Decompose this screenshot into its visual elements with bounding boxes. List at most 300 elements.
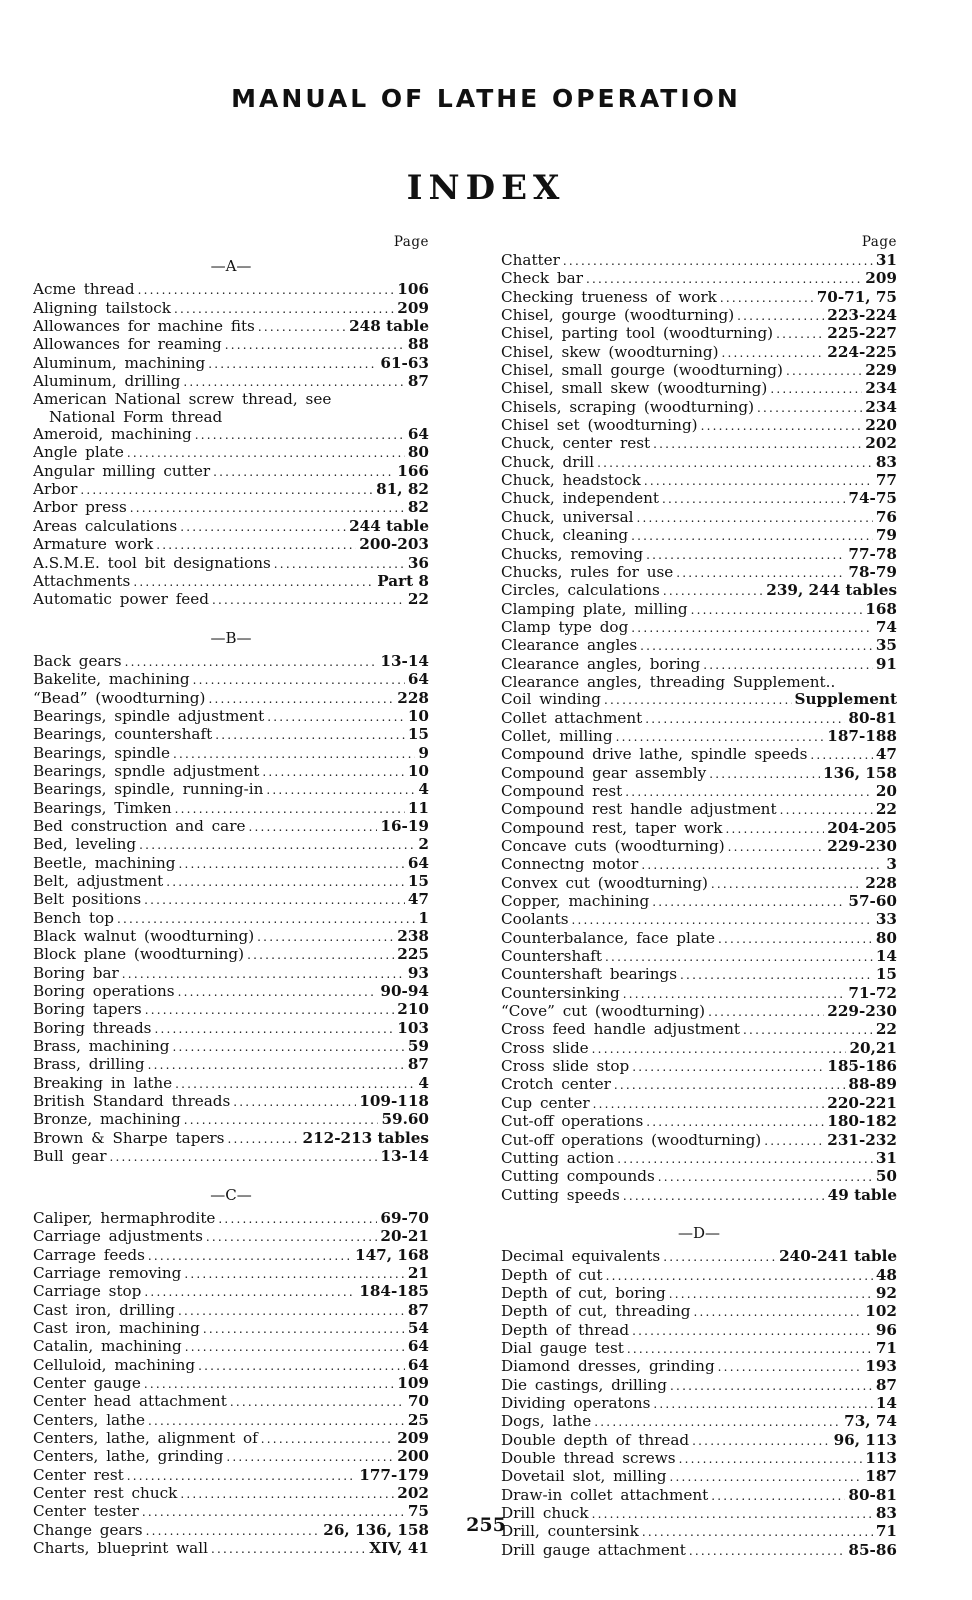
entry-term: Aligning tailstock (33, 299, 171, 317)
entry-term: Dogs, lathe (501, 1413, 592, 1431)
dot-leader (172, 1039, 404, 1056)
entry-term: Copper, machining (501, 893, 650, 911)
entry-term: Coil winding (501, 691, 602, 709)
entry-term: Connectng motor (501, 856, 639, 874)
index-entry (33, 836, 429, 854)
dot-leader (669, 1286, 873, 1303)
index-entry (33, 653, 429, 671)
index-entry (501, 564, 897, 582)
entry-page: 13-14 (380, 652, 429, 670)
index-entry (501, 1358, 897, 1376)
entry-term: Counterbalance, face plate (501, 929, 716, 947)
entry-term: Bed, leveling (33, 836, 137, 854)
entry-term: Concave cuts (woodturning) (501, 838, 725, 855)
index-entry (33, 573, 429, 591)
index-entry (33, 1338, 429, 1356)
index-entry (501, 619, 897, 637)
index-entry (33, 928, 429, 946)
entry-term: Depth of thread (501, 1321, 630, 1339)
dot-leader (133, 574, 374, 591)
index-entry (501, 527, 897, 545)
dot-leader (726, 821, 825, 838)
entry-term: Chuck, headstock (501, 472, 641, 490)
index-entry (501, 1076, 897, 1094)
index-entry (501, 765, 897, 783)
index-entry (33, 690, 429, 708)
entry-page: 64 (407, 1356, 429, 1374)
entry-term: Charts, blueprint wall (33, 1540, 208, 1558)
dot-leader (227, 1131, 299, 1148)
index-entry (501, 893, 897, 911)
dot-leader (226, 1449, 394, 1466)
dot-leader (175, 801, 405, 818)
index-entry (33, 555, 429, 573)
entry-term: Boring operations (33, 983, 175, 1001)
entry-term: Catalin, machining (33, 1338, 182, 1356)
index-entry (33, 1375, 429, 1393)
index-entry (33, 818, 429, 836)
section-letter-b: —B— (210, 628, 252, 647)
entry-term: Double thread screws (501, 1450, 676, 1467)
index-entry (501, 601, 897, 619)
index-entry (501, 289, 897, 307)
entry-term: Depth of cut (501, 1266, 603, 1284)
entry-term: Center rest (33, 1466, 124, 1484)
entry-page: 48 (875, 1266, 897, 1284)
entry-list-c-cont (501, 252, 897, 674)
entry-page: 223-224 (827, 307, 897, 325)
section-letter-c: —C— (210, 1185, 252, 1204)
dot-leader (709, 766, 820, 783)
dot-leader (184, 1112, 379, 1129)
dot-leader (776, 326, 824, 343)
index-entry (33, 873, 429, 891)
entry-term: Chuck, center rest (501, 435, 651, 453)
dot-leader (786, 363, 862, 380)
index-entry (33, 1075, 429, 1093)
index-entry (501, 820, 897, 838)
entry-page: 166 (397, 462, 429, 480)
entry-page: 9 (418, 744, 429, 762)
entry-term: Bed construction and care (33, 817, 246, 835)
index-entry (501, 637, 897, 655)
entry-term: Countersinking (501, 984, 620, 1002)
dot-leader (211, 1541, 366, 1558)
entry-term: Draw-in collet attachment (501, 1486, 709, 1504)
index-entry (501, 911, 897, 929)
entry-term: Boring threads (33, 1019, 152, 1037)
dot-leader (594, 1414, 841, 1431)
entry-page: 185-186 (827, 1058, 897, 1076)
entry-page: 240-241 table (779, 1248, 897, 1266)
entry-page: 184-185 (359, 1283, 429, 1301)
index-entry (501, 746, 897, 764)
index-entry (501, 966, 897, 984)
dot-leader (637, 510, 873, 527)
entry-term: Coolants (501, 911, 569, 929)
index-entry (33, 1302, 429, 1320)
entry-term: Chisel, skew (woodturning) (501, 343, 719, 361)
dot-leader (692, 1433, 830, 1450)
dot-leader (632, 1059, 824, 1076)
index-entry (501, 344, 897, 362)
index-entry (33, 281, 429, 299)
entry-page: 20 (875, 782, 897, 800)
entry-term: Bearings, spindle, running-in (33, 781, 264, 799)
index-entry (33, 499, 429, 517)
entry-page: 20,21 (849, 1039, 897, 1057)
entry-term: Center rest chuck (33, 1485, 178, 1502)
index-entry (501, 728, 897, 746)
entry-term: Depth of cut, boring (501, 1284, 666, 1302)
index-entry (33, 1393, 429, 1411)
entry-page: 70 (407, 1393, 429, 1411)
dot-leader (80, 482, 373, 499)
index-entry (33, 763, 429, 781)
entry-page: 22 (875, 1021, 897, 1039)
entry-term: Center gauge (33, 1374, 141, 1392)
entry-term: Collet, milling (501, 727, 613, 745)
entry-page: 2 (418, 836, 429, 854)
entry-term: Dividing operatons (501, 1394, 651, 1412)
dot-leader (679, 1451, 863, 1468)
index-entry (33, 426, 429, 444)
dot-leader (180, 1486, 394, 1503)
index-entry (501, 509, 897, 527)
dot-leader (616, 729, 825, 746)
dot-leader (662, 491, 845, 508)
entry-term: Compound drive lathe, spindle speeds (501, 746, 808, 764)
index-entry (33, 1430, 429, 1448)
entry-page: XIV, 41 (369, 1540, 429, 1558)
entry-page: 50 (875, 1168, 897, 1186)
entry-page: 47 (407, 891, 429, 909)
index-entry (33, 518, 429, 536)
entry-page: 64 (407, 1338, 429, 1356)
dot-leader (640, 638, 873, 655)
entry-term: A.S.M.E. tool bit designations (33, 554, 271, 572)
entry-page: 80 (875, 929, 897, 947)
entry-page: 59.60 (381, 1111, 429, 1129)
entry-term: Armature work (33, 536, 154, 554)
entry-term: Brass, machining (33, 1038, 170, 1056)
entry-term: Center head attachment (33, 1393, 227, 1411)
dot-leader (212, 592, 405, 609)
index-entry (33, 855, 429, 873)
entry-page: 21 (407, 1264, 429, 1282)
dot-leader (215, 727, 405, 744)
entry-term: Chisel, parting tool (woodturning) (501, 325, 774, 343)
entry-page: 109 (397, 1374, 429, 1392)
entry-term: Countershaft bearings (501, 966, 678, 984)
entry-page: 31 (875, 1149, 897, 1167)
index-entry (33, 336, 429, 354)
index-entry (33, 1320, 429, 1338)
index-entry (33, 1228, 429, 1246)
index-entry (501, 1285, 897, 1303)
dot-leader (644, 473, 873, 490)
entry-page: 91 (875, 655, 897, 673)
dot-leader (156, 537, 356, 554)
entry-page: 16-19 (380, 817, 429, 835)
dot-leader (173, 746, 415, 763)
dot-leader (597, 455, 873, 472)
entry-term: Crotch center (501, 1076, 611, 1094)
entry-term: Block plane (woodturning) (33, 946, 245, 964)
entry-page: 187-188 (827, 727, 897, 745)
entry-term: Aluminum, drilling (33, 373, 181, 391)
entry-page: 202 (865, 435, 897, 453)
entry-page: 77-78 (848, 545, 897, 563)
dot-leader (274, 556, 405, 573)
entry-page: 61-63 (380, 354, 429, 372)
dot-leader (708, 1004, 824, 1021)
entry-page: 75 (407, 1503, 429, 1521)
entry-page: 1 (418, 909, 429, 927)
entry-term: Cutting action (501, 1149, 615, 1167)
entry-term: Chuck, independent (501, 490, 659, 508)
entry-page: 4 (418, 781, 429, 799)
entry-list-c (33, 1210, 429, 1559)
entry-page: 13-14 (380, 1148, 429, 1166)
index-entry: Clearance angles, threading Supplement.. (501, 673, 836, 691)
entry-page: 59 (407, 1038, 429, 1056)
dot-leader (138, 282, 395, 299)
entry-page: 88 (407, 336, 429, 354)
index-entry-continuation: National Form thread (49, 407, 223, 426)
entry-page: 96 (875, 1321, 897, 1339)
dot-leader (652, 894, 845, 911)
dot-leader (213, 464, 394, 481)
entry-term: Ameroid, machining (33, 426, 192, 444)
index-entry (501, 454, 897, 472)
entry-term: Carriage stop (33, 1283, 142, 1301)
entry-page: 80-81 (848, 1486, 897, 1504)
entry-term: Back gears (33, 652, 122, 670)
index-entry (33, 444, 429, 462)
entry-page: 229-230 (827, 838, 897, 855)
dot-leader (720, 290, 814, 307)
entry-page: 15 (407, 873, 429, 890)
index-entry (33, 318, 429, 336)
dot-leader (631, 528, 873, 545)
dot-leader (563, 253, 873, 270)
entry-term: Cut-off operations (woodturning) (501, 1131, 762, 1149)
dot-leader (627, 1341, 873, 1358)
entry-page: 200-203 (359, 536, 429, 554)
entry-page: 74 (875, 618, 897, 636)
entry-term: Drill gauge attachment (501, 1541, 686, 1559)
entry-page: 22 (875, 801, 897, 819)
index-entry (33, 1467, 429, 1485)
index-entry (33, 745, 429, 763)
dot-leader (625, 784, 873, 801)
entry-page: 87 (407, 1301, 429, 1319)
running-head: MANUAL OF LATHE OPERATION (231, 84, 741, 113)
dot-leader (718, 931, 873, 948)
entry-term: Drill chuck (501, 1505, 589, 1523)
entry-term: Chisel set (woodturning) (501, 417, 698, 435)
entry-term: Aluminum, machining (33, 354, 206, 372)
entry-term: Cast iron, machining (33, 1319, 200, 1337)
entry-page: 54 (407, 1319, 429, 1337)
entry-list-b (33, 653, 429, 1167)
entry-page: 10 (407, 707, 429, 725)
dot-leader (144, 1376, 394, 1393)
entry-term: “Cove” cut (woodturning) (501, 1003, 706, 1021)
dot-leader (258, 319, 346, 336)
entry-page: 11 (407, 799, 429, 817)
entry-term: Bearings, spndle adjustment (33, 762, 260, 780)
index-entry (501, 1248, 897, 1266)
entry-page: 69-70 (380, 1209, 429, 1227)
index-entry (33, 536, 429, 554)
entry-term: Chuck, universal (501, 508, 634, 526)
index-entry (33, 373, 429, 391)
index-entry (501, 362, 897, 380)
entry-page: 228 (397, 689, 429, 707)
entry-term: Bull gear (33, 1148, 107, 1166)
index-entry (33, 671, 429, 689)
index-entry (33, 1247, 429, 1265)
entry-page: 234 (865, 398, 897, 416)
index-entry (501, 1168, 897, 1186)
entry-page: 113 (865, 1450, 897, 1467)
entry-page: 93 (407, 964, 429, 982)
entry-term: Bench top (33, 909, 115, 927)
dot-leader (180, 519, 346, 536)
index-entry (501, 435, 897, 453)
entry-page: 220-221 (827, 1094, 897, 1112)
entry-page: 109-118 (359, 1093, 429, 1111)
entry-term: Beetle, machining (33, 854, 176, 872)
entry-page: 180-182 (827, 1113, 897, 1131)
index-entry (33, 1265, 429, 1283)
entry-page: 78-79 (848, 563, 897, 581)
index-entry (33, 800, 429, 818)
entry-page: 229 (865, 362, 897, 380)
dot-leader (663, 1249, 776, 1266)
dot-leader (701, 418, 863, 435)
entry-page: 85-86 (848, 1541, 897, 1559)
entry-page: 106 (397, 281, 429, 299)
entry-page: 71-72 (848, 984, 897, 1002)
entry-term: Allowances for reaming (33, 336, 222, 354)
entry-page: 92 (875, 1284, 897, 1302)
entry-page: 26, 136, 158 (323, 1521, 429, 1539)
index-entry (33, 1448, 429, 1466)
dot-leader (262, 764, 404, 781)
dot-leader (770, 381, 862, 398)
entry-term: Areas calculations (33, 517, 178, 535)
dot-leader (261, 1431, 395, 1448)
index-entry (33, 463, 429, 481)
index-entry (501, 1150, 897, 1168)
dot-leader (653, 436, 862, 453)
entry-term: Bronze, machining (33, 1111, 181, 1129)
dot-leader (185, 1339, 405, 1356)
dot-leader (646, 547, 845, 564)
index-entry (501, 582, 897, 600)
dot-leader (757, 400, 862, 417)
entry-page: 83 (875, 453, 897, 471)
entry-term: Boring bar (33, 964, 119, 982)
entry-page: 76 (875, 508, 897, 526)
entry-term: Drill, countersink (501, 1523, 639, 1541)
index-entry (501, 1487, 897, 1505)
entry-page: 220 (865, 417, 897, 435)
entry-page: 4 (418, 1074, 429, 1092)
dot-leader (148, 1248, 352, 1265)
entry-term: Centers, lathe (33, 1411, 145, 1429)
entry-page: 224-225 (827, 343, 897, 361)
entry-page: 88-89 (848, 1076, 897, 1094)
index-entry (33, 355, 429, 373)
index-entry (33, 1001, 429, 1019)
entry-page: 64 (407, 854, 429, 872)
entry-term: Cross feed handle adjustment (501, 1021, 741, 1039)
dot-leader (737, 308, 824, 325)
entry-page: 147, 168 (355, 1246, 429, 1264)
index-entry (33, 1357, 429, 1375)
entry-term: Centers, lathe, alignment of (33, 1429, 258, 1447)
entry-term: Countershaft (501, 948, 603, 966)
dot-leader (122, 966, 405, 983)
entry-term: Cut-off operations (501, 1113, 644, 1131)
index-entry (501, 875, 897, 893)
entry-term: Cast iron, drilling (33, 1301, 176, 1319)
index-entry (33, 1283, 429, 1301)
dot-leader (694, 1304, 863, 1321)
entry-page: 70-71, 75 (816, 288, 897, 306)
index-entry (501, 417, 897, 435)
entry-term: “Bead” (woodturning) (33, 689, 206, 707)
dot-leader (148, 1413, 405, 1430)
dot-leader (195, 427, 405, 444)
entry-page: 209 (397, 1429, 429, 1447)
entry-term: Brown & Sharpe tapers (33, 1129, 225, 1147)
entry-term: Compound rest handle adjustment (501, 801, 777, 819)
dot-leader (623, 1188, 825, 1205)
dot-leader (178, 856, 404, 873)
entry-term: Angular milling cutter (33, 462, 211, 480)
dot-leader (623, 986, 846, 1003)
index-entry (33, 983, 429, 1001)
entry-term: Chucks, removing (501, 545, 644, 563)
dot-leader (154, 1021, 394, 1038)
entry-term: Centers, lathe, grinding (33, 1448, 224, 1466)
index-entry (501, 985, 897, 1003)
entry-term: Black walnut (woodturning) (33, 928, 255, 946)
entry-page: 35 (875, 637, 897, 655)
dot-leader (166, 874, 405, 891)
entry-page: 187 (865, 1468, 897, 1486)
entry-page: 168 (865, 600, 897, 618)
entry-page: 82 (407, 499, 429, 517)
entry-term: Bearings, countershaft (33, 726, 213, 744)
entry-term: Chucks, rules for use (501, 563, 674, 581)
index-entry (33, 965, 429, 983)
index-entry (501, 1303, 897, 1321)
dot-leader (669, 1469, 862, 1486)
entry-page: 79 (875, 527, 897, 545)
entry-term: Carriage adjustments (33, 1228, 203, 1246)
dot-leader (711, 1488, 845, 1505)
dot-leader (728, 839, 825, 856)
index-entry (33, 591, 429, 609)
entry-term: Carriage removing (33, 1264, 182, 1282)
dot-leader (248, 819, 377, 836)
